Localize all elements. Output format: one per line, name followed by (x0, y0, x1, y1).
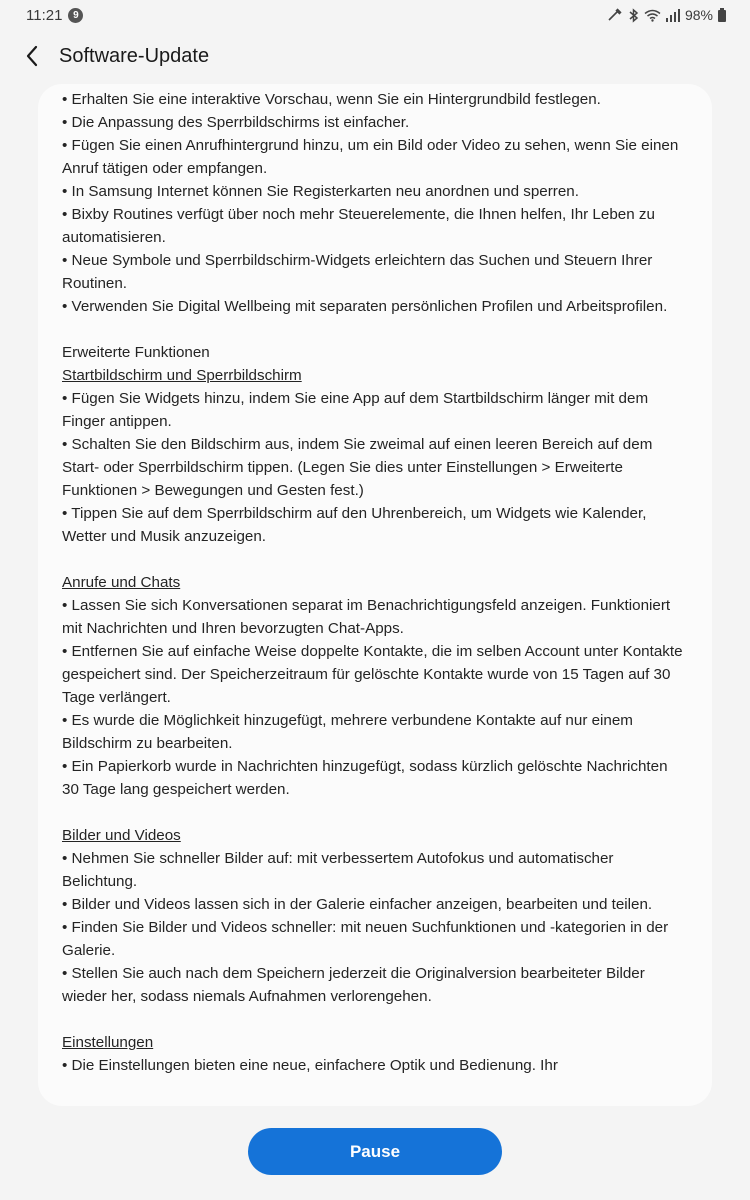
list-item: • Bilder und Videos lassen sich in der Galerie einfacher anzeigen, bearbeiten und teilen. (62, 896, 653, 913)
list-item: • Bixby Routines verfügt über noch mehr Steuerelemente, die Ihnen helfen, Ihr Leben zu automatisieren. (62, 206, 655, 246)
list-item: • Ein Papierkorb wurde in Nachrichten hinzugefügt, sodass kürzlich gelöschte Nachrichten 30 Tage lang gespeichert werden. (62, 758, 668, 798)
back-arrow-icon (25, 45, 39, 67)
calls-chats-list (62, 594, 688, 801)
intro-list (62, 88, 688, 318)
calls-chats-heading: Anrufe und Chats (62, 574, 181, 591)
home-lock-list (62, 387, 688, 548)
advanced-features-heading: Erweiterte Funktionen (62, 344, 210, 361)
list-item: • Fügen Sie Widgets hinzu, indem Sie eine App auf dem Startbildschirm länger mit dem Finger antippen. (62, 390, 649, 430)
no-sound-icon (607, 8, 623, 22)
status-bar (0, 0, 750, 30)
signal-icon (666, 9, 680, 22)
images-videos-heading: Bilder und Videos (62, 827, 181, 844)
battery-percent: 98% (684, 7, 713, 23)
list-item: • Finden Sie Bilder und Videos schneller: mit neuen Suchfunktionen und -kategorien in der Galerie. (62, 919, 669, 959)
page-title: Software-Update (59, 44, 210, 67)
list-item: • Entfernen Sie auf einfache Weise doppelte Kontakte, die im selben Account unter Kontakte gespeichert sind. Der Speicherzeitraum für gelöschte Kontakte wurde von 15 Tagen auf 30 Tage verlängert. (62, 643, 683, 706)
settings-list (62, 1054, 688, 1077)
list-item: • Erhalten Sie eine interaktive Vorschau, wenn Sie ein Hintergrundbild festlegen. (62, 91, 601, 108)
header (0, 36, 750, 76)
pause-button[interactable]: Pause (248, 1128, 502, 1175)
list-item: • Schalten Sie den Bildschirm aus, indem Sie zweimal auf einen leeren Bereich auf dem Start- oder Sperrbildschirm tippen. (Legen Sie dies unter Einstellungen > Erweiterte Funktionen > Bewegungen und Gesten fest.) (62, 436, 653, 499)
status-left (26, 7, 83, 24)
status-right (607, 7, 726, 23)
list-item: • Verwenden Sie Digital Wellbeing mit separaten persönlichen Profilen und Arbeitsprofilen. (62, 298, 668, 315)
status-time: 11:21 (26, 6, 63, 24)
settings-heading: Einstellungen (62, 1034, 154, 1051)
list-item: • Fügen Sie einen Anrufhintergrund hinzu, um ein Bild oder Video zu sehen, wenn Sie einen Anruf tätigen oder empfangen. (62, 137, 679, 177)
list-item: • Die Einstellungen bieten eine neue, einfachere Optik und Bedienung. Ihr (62, 1057, 558, 1074)
list-item: • Es wurde die Möglichkeit hinzugefügt, mehrere verbundene Kontakte auf nur einem Bildschirm zu bearbeiten. (62, 712, 633, 752)
list-item: • Tippen Sie auf dem Sperrbildschirm auf den Uhrenbereich, um Widgets wie Kalender, Wetter und Musik anzuzeigen. (62, 505, 647, 545)
images-videos-list (62, 847, 688, 1008)
list-item: • Neue Symbole und Sperrbildschirm-Widgets erleichtern das Suchen und Steuern Ihrer Routinen. (62, 252, 653, 292)
list-item: • Die Anpassung des Sperrbildschirms ist einfacher. (62, 114, 410, 131)
battery-icon (718, 8, 726, 22)
back-button[interactable] (12, 36, 52, 76)
list-item: • Lassen Sie sich Konversationen separat im Benachrichtigungsfeld anzeigen. Funktioniert mit Nachrichten und Ihren bevorzugten Chat-Apps. (62, 597, 671, 637)
wifi-icon (644, 9, 661, 22)
release-notes-card[interactable] (38, 84, 712, 1106)
bluetooth-icon (628, 8, 639, 23)
list-item: • Stellen Sie auch nach dem Speichern jederzeit die Originalversion bearbeiteter Bilder wieder her, sodass niemals Aufnahmen verlorengehen. (62, 965, 645, 1005)
list-item: • In Samsung Internet können Sie Registerkarten neu anordnen und sperren. (62, 183, 579, 200)
notification-count-badge: 9 (68, 8, 83, 23)
home-lock-heading: Startbildschirm und Sperrbildschirm (62, 367, 302, 384)
list-item: • Nehmen Sie schneller Bilder auf: mit verbessertem Autofokus und automatischer Belichtung. (62, 850, 614, 890)
release-notes-content (38, 84, 712, 1077)
